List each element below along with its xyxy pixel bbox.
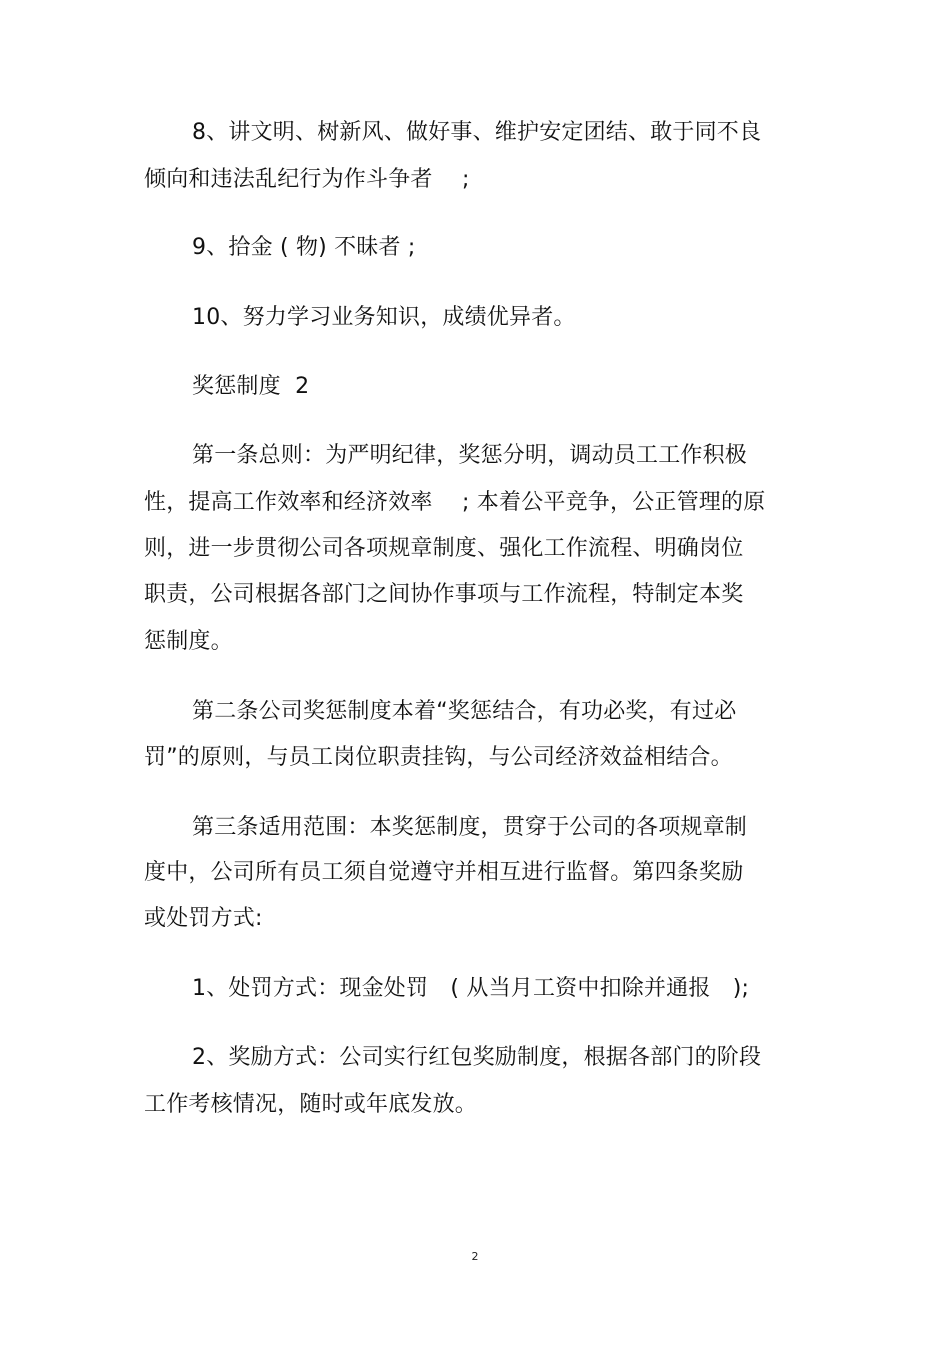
- text-line: 第一条总则：为严明纪律，奖惩分明，调动员工工作积极: [192, 443, 748, 468]
- text-line: 罚”的原则，与员工岗位职责挂钩，与公司经济效益相结合。: [144, 745, 733, 770]
- text-line: 性，提高工作效率和经济效率 ; 本着公平竞争，公正管理的原: [144, 490, 766, 515]
- text-line: 惩制度。: [144, 629, 233, 654]
- text-line: 职责，公司根据各部门之间协作事项与工作流程，特制定本奖: [144, 582, 744, 607]
- text-line: 1、处罚方式：现金处罚 ( 从当月工资中扣除并通报 );: [192, 976, 750, 1001]
- text-line: 8、讲文明、树新风、做好事、维护安定团结、敢于同不良: [192, 120, 762, 145]
- text-line: 度中，公司所有员工须自觉遵守并相互进行监督。第四条奖励: [144, 860, 744, 885]
- text-line: 9、拾金 ( 物) 不昧者 ;: [192, 235, 416, 260]
- text-line: 倾向和违法乱纪行为作斗争者 ;: [144, 167, 470, 192]
- text-line: 第三条适用范围：本奖惩制度，贯穿于公司的各项规章制: [192, 815, 748, 840]
- page-number: 2: [471, 1250, 479, 1263]
- section-heading: 奖惩制度 2: [192, 374, 310, 399]
- text-line: 则，进一步贯彻公司各项规章制度、强化工作流程、明确岗位: [144, 536, 744, 561]
- text-line: 10、努力学习业务知识，成绩优异者。: [192, 305, 576, 330]
- text-line: 第二条公司奖惩制度本着“奖惩结合，有功必奖，有过必: [192, 699, 737, 724]
- text-line: 2、奖励方式：公司实行红包奖励制度，根据各部门的阶段: [192, 1045, 762, 1070]
- text-line: 或处罚方式:: [144, 906, 263, 931]
- text-line: 工作考核情况，随时或年底发放。: [144, 1092, 478, 1117]
